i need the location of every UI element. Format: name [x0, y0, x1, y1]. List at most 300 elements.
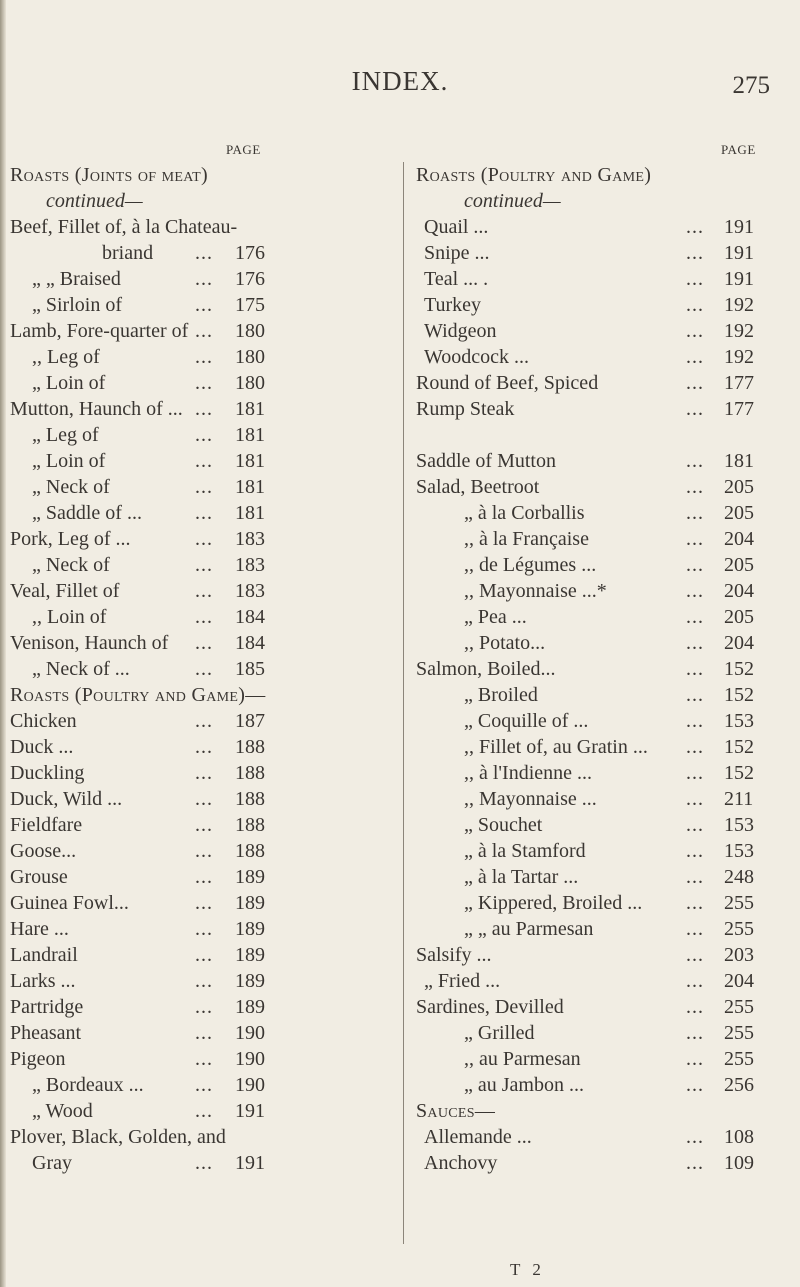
entry-page-number: 205	[724, 606, 754, 628]
entry-text: ,, Mayonnaise ...*	[464, 580, 607, 602]
leader-dots: ...	[195, 580, 213, 602]
leader-dots: ...	[195, 424, 213, 446]
index-entry	[0, 916, 410, 942]
leader-dots: ...	[686, 346, 704, 368]
leader-dots: ...	[195, 710, 213, 732]
leader-dots: ...	[686, 632, 704, 654]
entry-page-number: 255	[724, 918, 754, 940]
leader-dots: ...	[195, 372, 213, 394]
index-entry	[404, 1020, 760, 1046]
leader-dots: ...	[195, 268, 213, 290]
entry-page-number: 188	[235, 788, 265, 810]
entry-page-number: 190	[235, 1048, 265, 1070]
index-entries-right	[404, 162, 760, 1176]
entry-text: Goose...	[10, 840, 77, 862]
index-entry	[0, 890, 410, 916]
entry-text: „ Neck of	[32, 554, 110, 576]
entry-text: ,, Fillet of, au Gratin ...	[464, 736, 648, 758]
index-entry	[404, 812, 760, 838]
index-entry	[404, 422, 760, 448]
entry-page-number: 176	[235, 268, 265, 290]
entry-page-number: 190	[235, 1074, 265, 1096]
entry-page-number: 189	[235, 892, 265, 914]
leader-dots: ...	[686, 216, 704, 238]
leader-dots: ...	[686, 762, 704, 784]
entry-page-number: 191	[235, 1152, 265, 1174]
entry-text: ,, Potato...	[464, 632, 546, 654]
leader-dots: ...	[195, 814, 213, 836]
index-entry	[404, 344, 760, 370]
index-entry	[0, 630, 410, 656]
index-entry	[0, 578, 410, 604]
index-entry	[404, 500, 760, 526]
entry-text: Allemande ...	[424, 1126, 532, 1148]
index-entry	[404, 526, 760, 552]
entry-page-number: 191	[724, 242, 754, 264]
entry-text: Duck ...	[10, 736, 74, 758]
index-entry	[404, 552, 760, 578]
entry-text: briand	[102, 242, 154, 264]
leader-dots: ...	[686, 892, 704, 914]
entry-text: Gray	[32, 1152, 72, 1174]
entry-text: Partridge	[10, 996, 84, 1018]
index-entry	[0, 474, 410, 500]
entry-text: Beef, Fillet of, à la Chateau-	[10, 216, 238, 238]
leader-dots: ...	[195, 398, 213, 420]
page-column-label: PAGE	[226, 142, 261, 157]
entry-text: Pigeon	[10, 1048, 66, 1070]
leader-dots: ...	[195, 320, 213, 342]
entry-page-number: 185	[235, 658, 265, 680]
leader-dots: ...	[195, 996, 213, 1018]
entry-page-number: 152	[724, 658, 754, 680]
leader-dots: ...	[195, 944, 213, 966]
entry-page-number: 204	[724, 632, 754, 654]
index-entry	[0, 994, 410, 1020]
entry-text: Rump Steak	[416, 398, 515, 420]
entry-text: Mutton, Haunch of ...	[10, 398, 183, 420]
entry-page-number: 152	[724, 736, 754, 758]
entry-text: Anchovy	[424, 1152, 498, 1174]
entry-page-number: 183	[235, 554, 265, 576]
entry-page-number: 189	[235, 866, 265, 888]
leader-dots: ...	[686, 788, 704, 810]
index-entry	[404, 890, 760, 916]
index-entry	[0, 526, 410, 552]
entry-text: Turkey	[424, 294, 482, 316]
entry-page-number: 189	[235, 918, 265, 940]
leader-dots: ...	[686, 1152, 704, 1174]
leader-dots: ...	[686, 970, 704, 992]
entry-text: „ Sirloin of	[32, 294, 122, 316]
entry-page-number: 248	[724, 866, 754, 888]
entry-text: Grouse	[10, 866, 68, 888]
index-entry	[404, 994, 760, 1020]
entry-text: Chicken	[10, 710, 77, 732]
index-entry	[404, 370, 760, 396]
leader-dots: ...	[195, 606, 213, 628]
entry-page-number: 183	[235, 580, 265, 602]
leader-dots: ...	[195, 736, 213, 758]
entry-text: „ Kippered, Broiled ...	[464, 892, 643, 914]
entry-page-number: 108	[724, 1126, 754, 1148]
entry-text: Widgeon	[424, 320, 497, 342]
leader-dots: ...	[686, 814, 704, 836]
entry-page-number: 153	[724, 814, 754, 836]
entry-page-number: 153	[724, 840, 754, 862]
leader-dots: ...	[195, 242, 213, 264]
entry-text: „ Loin of	[32, 372, 106, 394]
signature-mark: T 2	[510, 1260, 545, 1279]
index-entry	[0, 240, 410, 266]
entry-page-number: 177	[724, 372, 754, 394]
index-entry	[0, 838, 410, 864]
leader-dots: ...	[686, 294, 704, 316]
index-entry	[0, 1098, 410, 1124]
leader-dots: ...	[195, 788, 213, 810]
entry-text: Teal ... .	[424, 268, 489, 290]
entry-page-number: 175	[235, 294, 265, 316]
index-entry	[404, 162, 760, 188]
entry-text: Roasts (Joints of meat)	[10, 164, 208, 186]
entry-page-number: 204	[724, 970, 754, 992]
entry-text: „ „ Braised	[32, 268, 121, 290]
entry-page-number: 188	[235, 814, 265, 836]
entry-text: „ „ au Parmesan	[464, 918, 594, 940]
entry-text: ,, de Légumes ...	[464, 554, 597, 576]
index-entry	[404, 1124, 760, 1150]
entry-text: „ Saddle of ...	[32, 502, 142, 524]
entry-page-number: 180	[235, 320, 265, 342]
entry-page-number: 204	[724, 528, 754, 550]
index-entry	[404, 188, 760, 214]
index-entry	[0, 1150, 410, 1176]
entry-page-number: 152	[724, 684, 754, 706]
leader-dots: ...	[195, 918, 213, 940]
leader-dots: ...	[686, 736, 704, 758]
index-entry	[404, 1046, 760, 1072]
entry-text: Pheasant	[10, 1022, 82, 1044]
entry-text: Veal, Fillet of	[10, 580, 120, 602]
entry-page-number: 181	[724, 450, 754, 472]
index-entry	[0, 344, 410, 370]
entry-page-number: 192	[724, 294, 754, 316]
leader-dots: ...	[195, 528, 213, 550]
index-entry	[404, 916, 760, 942]
entry-text: Salad, Beetroot	[416, 476, 540, 498]
index-entry	[404, 214, 760, 240]
index-entry	[0, 1072, 410, 1098]
entry-text: ,, Mayonnaise ...	[464, 788, 597, 810]
index-entry	[0, 500, 410, 526]
leader-dots: ...	[195, 1048, 213, 1070]
leader-dots: ...	[195, 892, 213, 914]
entry-page-number: 189	[235, 970, 265, 992]
index-entry	[0, 422, 410, 448]
index-entry	[0, 552, 410, 578]
index-entry	[0, 968, 410, 994]
entry-page-number: 180	[235, 372, 265, 394]
index-entry	[0, 682, 410, 708]
entry-page-number: 191	[235, 1100, 265, 1122]
index-entry	[404, 864, 760, 890]
entry-page-number: 188	[235, 762, 265, 784]
index-entry	[404, 318, 760, 344]
leader-dots: ...	[686, 1126, 704, 1148]
index-entry	[0, 214, 410, 240]
index-entry	[404, 630, 760, 656]
entry-text: „ Broiled	[464, 684, 538, 706]
leader-dots: ...	[686, 606, 704, 628]
index-entry	[404, 760, 760, 786]
entry-text: „ Bordeaux ...	[32, 1074, 144, 1096]
entry-text: Round of Beef, Spiced	[416, 372, 599, 394]
leader-dots: ...	[686, 528, 704, 550]
index-entry	[0, 942, 410, 968]
entry-page-number: 190	[235, 1022, 265, 1044]
entry-text: Hare ...	[10, 918, 69, 940]
leader-dots: ...	[686, 996, 704, 1018]
index-entry	[404, 474, 760, 500]
entry-text: ,, à l'Indienne ...	[464, 762, 593, 784]
index-entry	[0, 812, 410, 838]
index-entry	[0, 734, 410, 760]
leader-dots: ...	[686, 242, 704, 264]
leader-dots: ...	[195, 554, 213, 576]
entry-page-number: 181	[235, 450, 265, 472]
entry-page-number: 189	[235, 944, 265, 966]
leader-dots: ...	[195, 476, 213, 498]
entry-text: ,, au Parmesan	[464, 1048, 581, 1070]
entry-page-number: 181	[235, 476, 265, 498]
index-entry	[0, 760, 410, 786]
entry-page-number: 203	[724, 944, 754, 966]
entry-page-number: 176	[235, 242, 265, 264]
entry-page-number: 255	[724, 996, 754, 1018]
entry-page-number: 255	[724, 1048, 754, 1070]
index-entry	[404, 578, 760, 604]
entry-page-number: 189	[235, 996, 265, 1018]
entry-text: Plover, Black, Golden, and	[10, 1126, 226, 1148]
page-title: INDEX.	[351, 66, 449, 96]
entry-page-number: 181	[235, 398, 265, 420]
entry-text: „ Neck of	[32, 476, 110, 498]
leader-dots: ...	[195, 450, 213, 472]
page-column-label: PAGE	[721, 142, 756, 157]
entry-text: „ Pea ...	[464, 606, 527, 628]
leader-dots: ...	[686, 866, 704, 888]
leader-dots: ...	[686, 658, 704, 680]
entry-text: „ à la Corballis	[464, 502, 585, 524]
index-entry	[0, 656, 410, 682]
entry-text: Sauces—	[416, 1100, 496, 1122]
index-entry	[404, 838, 760, 864]
entry-page-number: 181	[235, 424, 265, 446]
entry-page-number: 191	[724, 216, 754, 238]
leader-dots: ...	[686, 710, 704, 732]
entry-text: Roasts (Poultry and Game)—	[10, 684, 266, 706]
entry-text: Guinea Fowl...	[10, 892, 129, 914]
entry-text: Salsify ...	[416, 944, 492, 966]
index-entry	[404, 656, 760, 682]
index-entry	[0, 1020, 410, 1046]
leader-dots: ...	[686, 944, 704, 966]
leader-dots: ...	[686, 840, 704, 862]
entry-text: „ Leg of	[32, 424, 99, 446]
index-entry	[404, 604, 760, 630]
entry-page-number: 188	[235, 736, 265, 758]
entry-text: Fieldfare	[10, 814, 83, 836]
entry-text: „ au Jambon ...	[464, 1074, 584, 1096]
entry-page-number: 205	[724, 502, 754, 524]
leader-dots: ...	[686, 372, 704, 394]
entry-page-number: 109	[724, 1152, 754, 1174]
entry-page-number: 188	[235, 840, 265, 862]
entry-text: Quail ...	[424, 216, 489, 238]
entry-text: Venison, Haunch of	[10, 632, 169, 654]
index-entry	[404, 448, 760, 474]
leader-dots: ...	[686, 580, 704, 602]
leader-dots: ...	[195, 762, 213, 784]
entry-page-number: 191	[724, 268, 754, 290]
index-entry	[0, 786, 410, 812]
leader-dots: ...	[195, 1022, 213, 1044]
leader-dots: ...	[195, 658, 213, 680]
entry-page-number: 255	[724, 892, 754, 914]
index-entry	[404, 942, 760, 968]
leader-dots: ...	[195, 1100, 213, 1122]
entry-page-number: 153	[724, 710, 754, 732]
entry-text: continued—	[464, 190, 561, 212]
entry-text: Snipe ...	[424, 242, 490, 264]
index-entry	[0, 1046, 410, 1072]
entry-page-number: 192	[724, 346, 754, 368]
entry-text: ,, Leg of	[32, 346, 100, 368]
index-entry	[0, 448, 410, 474]
entry-text: „ à la Tartar ...	[464, 866, 579, 888]
entry-page-number: 211	[724, 788, 754, 810]
leader-dots: ...	[195, 346, 213, 368]
index-entry	[0, 162, 410, 188]
entry-text: „ Fried ...	[424, 970, 501, 992]
entry-page-number: 192	[724, 320, 754, 342]
index-entry	[404, 682, 760, 708]
index-entry	[0, 396, 410, 422]
entry-page-number: 184	[235, 606, 265, 628]
entry-text: Saddle of Mutton	[416, 450, 556, 472]
index-entry	[404, 1150, 760, 1176]
entry-page-number: 180	[235, 346, 265, 368]
entry-text: Salmon, Boiled...	[416, 658, 556, 680]
entry-text: ,, Loin of	[32, 606, 107, 628]
entry-text: Lamb, Fore-quarter of	[10, 320, 189, 342]
entry-text: Pork, Leg of ...	[10, 528, 131, 550]
entry-text: continued—	[46, 190, 143, 212]
index-entry	[404, 240, 760, 266]
leader-dots: ...	[686, 450, 704, 472]
index-entry	[404, 734, 760, 760]
leader-dots: ...	[686, 684, 704, 706]
entry-page-number: 204	[724, 580, 754, 602]
index-entry	[404, 1072, 760, 1098]
entry-page-number: 255	[724, 1022, 754, 1044]
leader-dots: ...	[195, 866, 213, 888]
index-entry	[0, 604, 410, 630]
entry-page-number: 152	[724, 762, 754, 784]
index-entry	[0, 292, 410, 318]
entry-text: „ Loin of	[32, 450, 106, 472]
entry-text: „ à la Stamford	[464, 840, 586, 862]
leader-dots: ...	[686, 268, 704, 290]
leader-dots: ...	[686, 918, 704, 940]
entry-page-number: 181	[235, 502, 265, 524]
entry-page-number: 205	[724, 554, 754, 576]
entry-page-number: 183	[235, 528, 265, 550]
leader-dots: ...	[195, 970, 213, 992]
entry-text: ,, à la Française	[464, 528, 589, 550]
index-entry	[404, 708, 760, 734]
entry-text: Duckling	[10, 762, 85, 784]
index-entry	[0, 370, 410, 396]
entry-text: „ Coquille of ...	[464, 710, 589, 732]
index-entries-left	[0, 162, 410, 1176]
leader-dots: ...	[195, 632, 213, 654]
entry-text: Larks ...	[10, 970, 76, 992]
leader-dots: ...	[195, 1152, 213, 1174]
entry-text: Duck, Wild ...	[10, 788, 123, 810]
entry-text: „ Grilled	[464, 1022, 535, 1044]
entry-page-number: 205	[724, 476, 754, 498]
index-entry	[404, 396, 760, 422]
index-entry	[0, 1124, 410, 1150]
entry-text: „ Wood	[32, 1100, 93, 1122]
index-entry	[0, 266, 410, 292]
page-number: 275	[732, 72, 770, 99]
entry-text: Woodcock ...	[424, 346, 530, 368]
entry-page-number: 184	[235, 632, 265, 654]
index-entry	[0, 708, 410, 734]
leader-dots: ...	[686, 1074, 704, 1096]
index-entry	[404, 1098, 760, 1124]
leader-dots: ...	[195, 840, 213, 862]
leader-dots: ...	[686, 398, 704, 420]
index-entry	[404, 968, 760, 994]
entry-page-number: 177	[724, 398, 754, 420]
leader-dots: ...	[686, 1048, 704, 1070]
leader-dots: ...	[195, 294, 213, 316]
leader-dots: ...	[686, 502, 704, 524]
index-entry	[0, 188, 410, 214]
entry-text: Landrail	[10, 944, 78, 966]
leader-dots: ...	[195, 502, 213, 524]
leader-dots: ...	[686, 554, 704, 576]
leader-dots: ...	[195, 1074, 213, 1096]
entry-text: Sardines, Devilled	[416, 996, 564, 1018]
index-entry	[0, 864, 410, 890]
entry-page-number: 187	[235, 710, 265, 732]
entry-text: „ Neck of ...	[32, 658, 130, 680]
index-entry	[404, 786, 760, 812]
entry-text: Roasts (Poultry and Game)	[416, 164, 652, 186]
leader-dots: ...	[686, 320, 704, 342]
page-header	[0, 66, 800, 106]
leader-dots: ...	[686, 1022, 704, 1044]
index-entry	[404, 292, 760, 318]
index-entry	[0, 318, 410, 344]
entry-text: „ Souchet	[464, 814, 543, 836]
entry-page-number: 256	[724, 1074, 754, 1096]
leader-dots: ...	[686, 476, 704, 498]
